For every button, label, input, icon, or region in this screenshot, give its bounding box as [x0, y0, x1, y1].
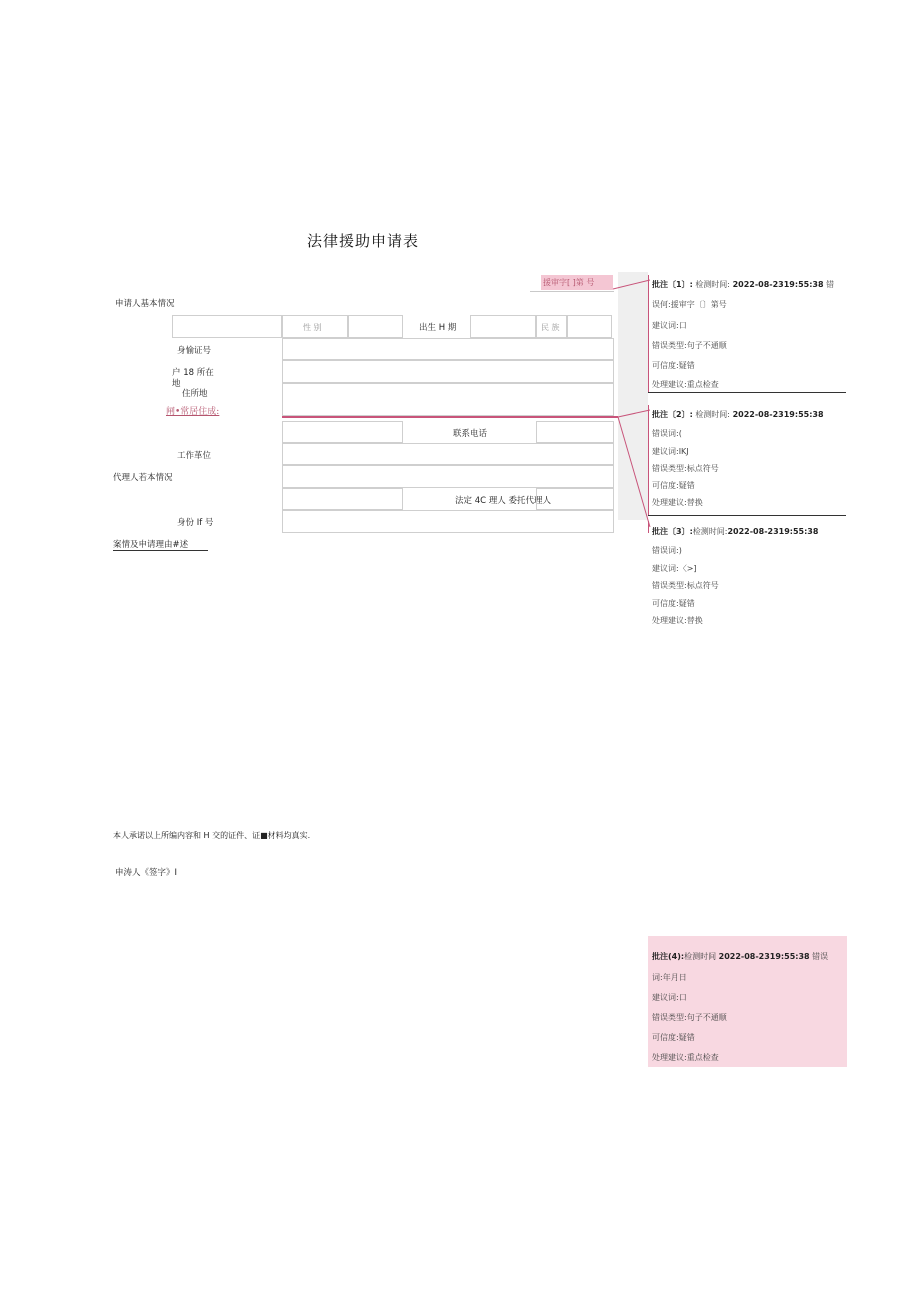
declaration-text: 本人承诺以上所编内容和 H 交的证件、证■材料均真实.: [113, 831, 311, 840]
household-label-2: 地: [172, 379, 181, 389]
annotation-3-line: 处理建议:替换: [652, 616, 703, 625]
header-stamp: 援审字[ ]第 号: [543, 278, 595, 287]
annotation-1-header: 批注〔1〕: 检测时间: 2022-08-2319:55:38 错: [652, 280, 835, 289]
annotation-4-line: 处理建议:重点检查: [652, 1053, 719, 1062]
signature-label: 申涛人《签字》I: [115, 868, 178, 878]
section-agent: 代理人若本情况: [113, 473, 173, 483]
annotation-4-line: 可信度:疑错: [652, 1033, 695, 1042]
section-case: 案情及申请理由#述: [113, 540, 189, 550]
form-title: 法律援助申请表: [307, 232, 420, 250]
annotation-2-line: 错误词:(: [652, 429, 682, 438]
annotation-2-header: 批注〔2〕: 检测时间: 2022-08-2319:55:38: [652, 410, 824, 419]
phone-label: 联系电话: [453, 429, 488, 439]
id-label: 身愉证号: [177, 346, 212, 356]
annotation-3-line: 错误类型:标点符号: [652, 581, 719, 590]
annotation-1-line: 误何:援审字〔〕第号: [652, 300, 727, 309]
annotation-2-line: 建议词:IKJ: [652, 447, 689, 456]
annotation-4-header: 批注(4):检测时间 2022-08-2319:55:38 错误: [652, 952, 829, 961]
annotation-1-line: 建议词:口: [652, 321, 687, 330]
annotation-4-line: 词:年月日: [652, 973, 687, 982]
section-applicant: 申请人基本情况: [115, 299, 175, 309]
ethnic-label: 民 族: [541, 323, 560, 332]
habitual-label: 闸•常居住成:: [166, 407, 220, 417]
annotation-3-line: 建议词:〈>]: [652, 564, 697, 573]
annotation-2-line: 处理建议:替换: [652, 498, 703, 507]
annotation-1-line: 可信度:疑错: [652, 361, 695, 370]
annotation-4-line: 建议词:口: [652, 993, 687, 1002]
household-label: 户 18 所在: [172, 368, 214, 378]
residence-label: 住所地: [182, 389, 208, 399]
annotation-2-line: 错误类型:标点符号: [652, 464, 719, 473]
annotation-3-line: 错误词:): [652, 546, 682, 555]
annotation-1-line: 错误类型:句子不通顺: [652, 341, 727, 350]
annotation-4-line: 错误类型:句子不通顺: [652, 1013, 727, 1022]
birth-label: 出生 H 期: [419, 323, 457, 333]
annotation-1-line: 处理建议:重点检查: [652, 380, 719, 389]
agent-type-label: 法定 4C 理人 委托代理人: [455, 496, 551, 506]
annotation-3-line: 可信度:疑错: [652, 599, 695, 608]
gender-label: 性 别: [303, 323, 322, 332]
annotation-2-line: 可信度:疑错: [652, 481, 695, 490]
agent-id-label: 身份 If 号: [177, 518, 214, 528]
annotation-3-header: 批注〔3〕:检测时间:2022-08-2319:55:38: [652, 527, 819, 536]
work-label: 工作革位: [177, 451, 212, 461]
